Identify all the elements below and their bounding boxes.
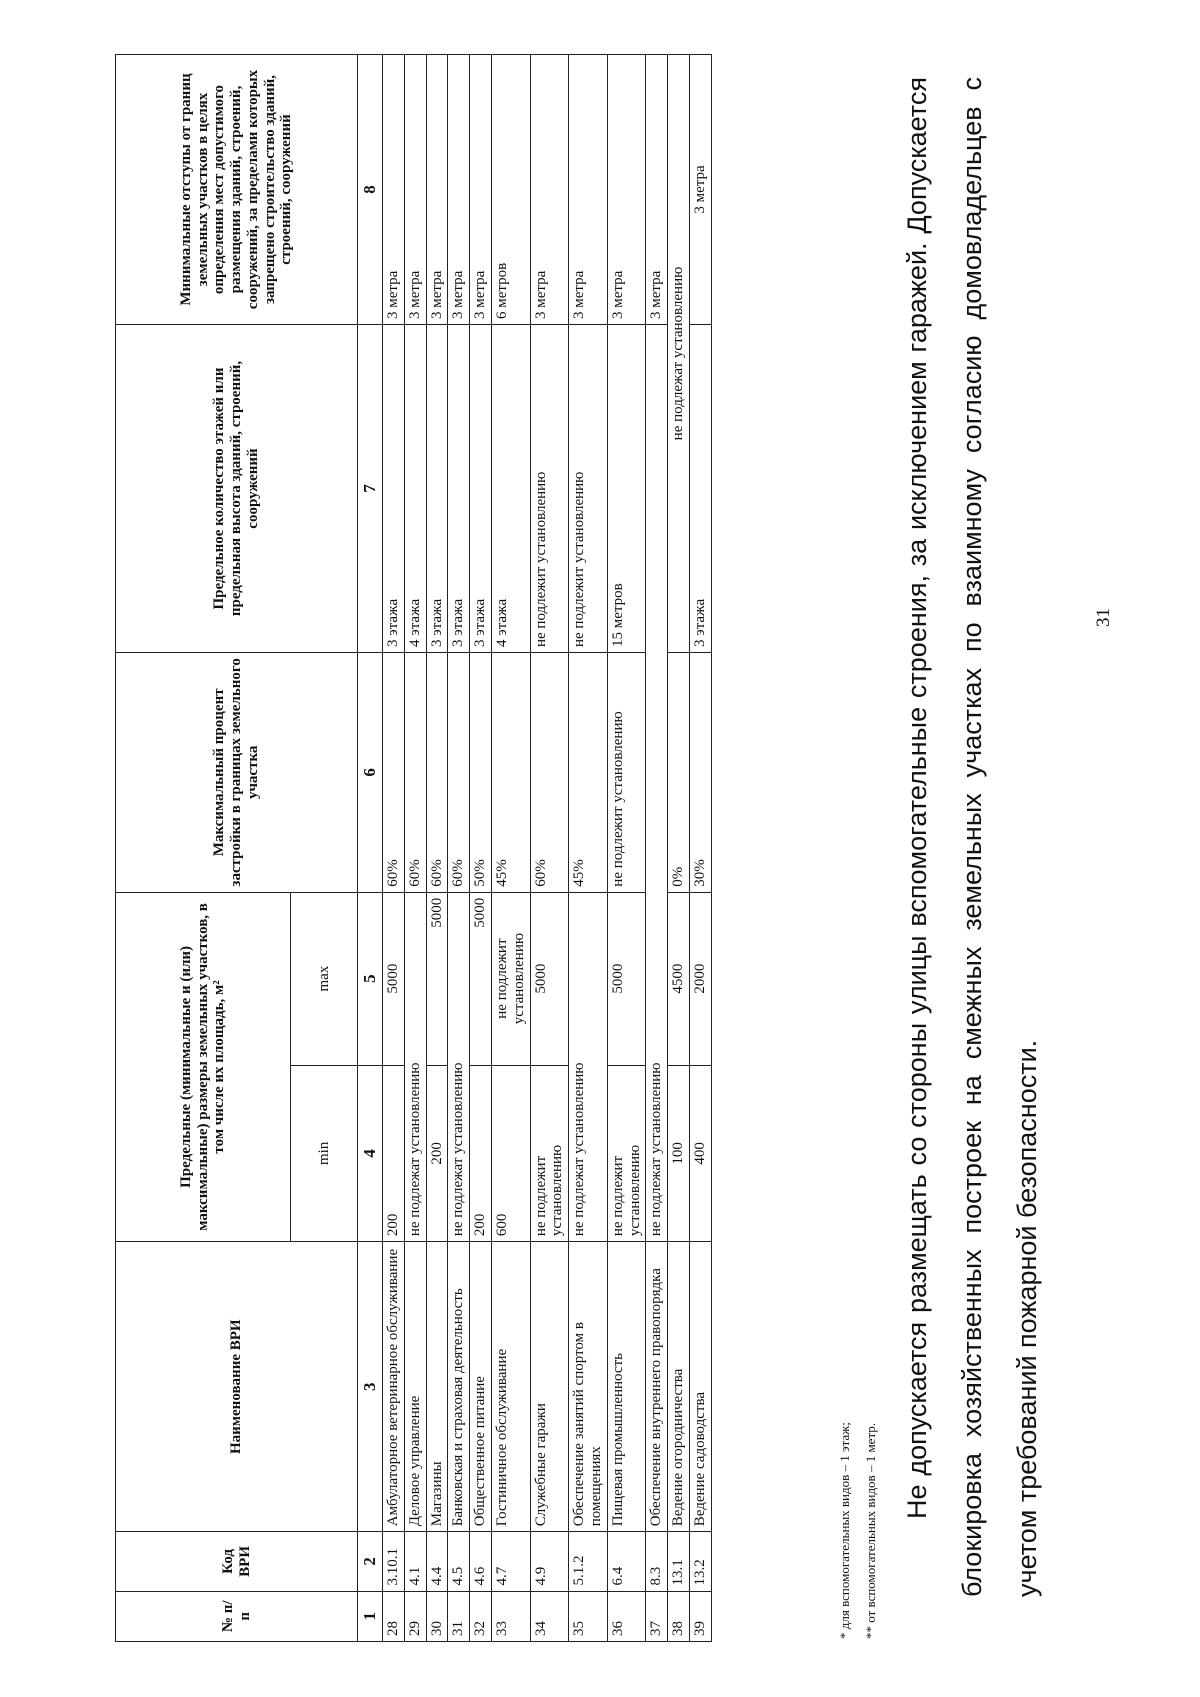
row-floors: 4 этажа bbox=[491, 325, 530, 653]
row-min: 200 bbox=[383, 1065, 405, 1242]
table-row bbox=[491, 55, 530, 1642]
row-min: 200 bbox=[426, 1065, 448, 1242]
col-number: 4 bbox=[358, 1065, 383, 1242]
row-min: 600 bbox=[491, 1065, 530, 1242]
footnote: * для вспомогательных видов – 1 этаж; bbox=[837, 1422, 852, 1639]
header-percent: Максимальный процент застройки в границах земельного участка bbox=[116, 653, 358, 893]
row-num: 36 bbox=[607, 1591, 646, 1641]
row-min: 400 bbox=[689, 1065, 711, 1242]
body-paragraph bbox=[890, 77, 1055, 1597]
row-code: 3.10.1 bbox=[383, 1532, 405, 1591]
row-name: Банковская и страховая деятельность bbox=[448, 1242, 470, 1532]
col-number: 7 bbox=[358, 325, 383, 653]
table-header-row bbox=[116, 55, 291, 1642]
row-num: 39 bbox=[689, 1591, 711, 1641]
regulations-table bbox=[115, 54, 712, 1642]
table-row bbox=[607, 55, 646, 1642]
row-num: 32 bbox=[470, 1591, 492, 1641]
row-name: Ведение садоводства bbox=[689, 1242, 711, 1532]
row-setback: 6 метров bbox=[491, 55, 530, 325]
header-code: Код ВРИ bbox=[116, 1532, 358, 1591]
row-percent: 60% bbox=[530, 653, 569, 893]
header-setback: Минимальные отступы от границ земельных участков в целях определения мест допустимого размещения зданий, строений, сооружений, за пределами которых запрещено строительство зданий, строений, сооружений bbox=[116, 55, 358, 325]
row-setback: 3 метра bbox=[569, 55, 608, 325]
row-num: 31 bbox=[448, 1591, 470, 1641]
row-percent: 60% bbox=[426, 653, 448, 893]
row-percent: 60% bbox=[448, 653, 470, 893]
table-row bbox=[646, 55, 668, 1642]
row-floors: 15 метров bbox=[607, 325, 646, 653]
row-code: 5.1.2 bbox=[569, 1532, 608, 1591]
row-code: 4.7 bbox=[491, 1532, 530, 1591]
col-number: 2 bbox=[358, 1532, 383, 1591]
table-row bbox=[668, 55, 690, 1642]
row-min-to-floors: не подлежат установлению bbox=[646, 325, 668, 1242]
row-max: 4500 bbox=[668, 892, 690, 1065]
row-num: 35 bbox=[569, 1591, 608, 1641]
row-min: не подлежит установлению bbox=[530, 1065, 569, 1242]
row-floors: 3 этажа bbox=[689, 325, 711, 653]
row-num: 30 bbox=[426, 1591, 448, 1641]
row-name: Служебные гаражи bbox=[530, 1242, 569, 1532]
table-row bbox=[448, 55, 470, 1642]
row-name: Ведение огородничества bbox=[668, 1242, 690, 1532]
header-size: Предельные (минимальные и (или) максимальные) размеры земельных участков, в том числе их площадь, м² bbox=[116, 892, 291, 1241]
row-floors: 3 этажа bbox=[426, 325, 448, 653]
row-percent: 60% bbox=[383, 653, 405, 893]
row-code: 13.2 bbox=[689, 1532, 711, 1591]
row-setback: 3 метра bbox=[689, 55, 711, 325]
row-percent: 30% bbox=[689, 653, 711, 893]
row-code: 4.6 bbox=[470, 1532, 492, 1591]
row-name: Магазины bbox=[426, 1242, 448, 1532]
row-num: 29 bbox=[404, 1591, 426, 1641]
row-code: 4.4 bbox=[426, 1532, 448, 1591]
row-setback: 3 метра bbox=[426, 55, 448, 325]
row-code: 4.5 bbox=[448, 1532, 470, 1591]
column-number-row bbox=[358, 55, 383, 1642]
row-minmax: не подлежат установлению bbox=[569, 892, 608, 1241]
col-number: 6 bbox=[358, 653, 383, 893]
row-name: Обеспечение занятий спортом в помещениях bbox=[569, 1242, 608, 1532]
row-num: 33 bbox=[491, 1591, 530, 1641]
table-row bbox=[383, 55, 405, 1642]
row-code: 8.3 bbox=[646, 1532, 668, 1591]
row-max: 5000 bbox=[426, 892, 448, 1065]
row-percent: 45% bbox=[569, 653, 608, 893]
footnote: ** от вспомогательных видов – 1 метр. bbox=[863, 1422, 878, 1639]
row-minmax: не подлежат установлению bbox=[404, 892, 426, 1241]
row-num: 34 bbox=[530, 1591, 569, 1641]
row-code: 4.1 bbox=[404, 1532, 426, 1591]
col-number: 5 bbox=[358, 892, 383, 1065]
table-row bbox=[404, 55, 426, 1642]
footnotes bbox=[832, 1422, 884, 1639]
row-percent: 50% bbox=[470, 653, 492, 893]
table-row bbox=[426, 55, 448, 1642]
row-setback: 3 метра bbox=[470, 55, 492, 325]
row-num: 28 bbox=[383, 1591, 405, 1641]
row-name: Пищевая промышленность bbox=[607, 1242, 646, 1532]
row-percent: 60% bbox=[404, 653, 426, 893]
header-max: max bbox=[291, 892, 358, 1065]
row-floors-setback: не подлежат установлению bbox=[668, 55, 690, 653]
row-num: 37 bbox=[646, 1591, 668, 1641]
row-setback: 3 метра bbox=[404, 55, 426, 325]
col-number: 3 bbox=[358, 1242, 383, 1532]
row-num: 38 bbox=[668, 1591, 690, 1641]
row-min: 200 bbox=[470, 1065, 492, 1242]
header-num: № п/п bbox=[116, 1591, 358, 1641]
row-name: Обеспечение внутреннего правопорядка bbox=[646, 1242, 668, 1532]
row-floors: 3 этажа bbox=[470, 325, 492, 653]
row-name: Гостиничное обслуживание bbox=[491, 1242, 530, 1532]
header-floors: Предельное количество этажей или предельная высота зданий, строений, сооружений bbox=[116, 325, 358, 653]
row-code: 4.9 bbox=[530, 1532, 569, 1591]
table-row bbox=[569, 55, 608, 1642]
row-max: 5000 bbox=[530, 892, 569, 1065]
row-name: Амбулаторное ветеринарное обслуживание bbox=[383, 1242, 405, 1532]
row-percent: 0% bbox=[668, 653, 690, 893]
row-name: Деловое управление bbox=[404, 1242, 426, 1532]
page-number: 31 bbox=[1093, 608, 1114, 627]
row-floors: 4 этажа bbox=[404, 325, 426, 653]
row-setback: 3 метра bbox=[607, 55, 646, 325]
row-setback: 3 метра bbox=[646, 55, 668, 325]
row-code: 13.1 bbox=[668, 1532, 690, 1591]
row-max: 5000 bbox=[607, 892, 646, 1065]
row-code: 6.4 bbox=[607, 1532, 646, 1591]
table-row bbox=[470, 55, 492, 1642]
row-min: 100 bbox=[668, 1065, 690, 1242]
row-floors: 3 этажа bbox=[448, 325, 470, 653]
row-name: Общественное питание bbox=[470, 1242, 492, 1532]
row-max: 5000 bbox=[470, 892, 492, 1065]
table-row bbox=[689, 55, 711, 1642]
row-setback: 3 метра bbox=[530, 55, 569, 325]
paragraph-text: Не допускается размещать со стороны улицы вспомогательные строения, за исключением гаражей. Допускается блокировка хозяйственных построек на смежных земельных участках по взаимному согласию домовладельцев с учетом требований пожарной безопасности. bbox=[902, 77, 1042, 1597]
row-minmax: не подлежат установлению bbox=[448, 892, 470, 1241]
header-min: min bbox=[291, 1065, 358, 1242]
row-max: 2000 bbox=[689, 892, 711, 1065]
row-max: не подлежит установлению bbox=[491, 892, 530, 1065]
row-max: 5000 bbox=[383, 892, 405, 1065]
col-number: 8 bbox=[358, 55, 383, 325]
row-setback: 3 метра bbox=[448, 55, 470, 325]
table-row bbox=[530, 55, 569, 1642]
header-name: Наименование ВРИ bbox=[116, 1242, 358, 1532]
row-setback: 3 метра bbox=[383, 55, 405, 325]
row-floors: не подлежит установлению bbox=[569, 325, 608, 653]
row-floors: 3 этажа bbox=[383, 325, 405, 653]
row-min: не подлежит установлению bbox=[607, 1065, 646, 1242]
row-percent: не подлежит установлению bbox=[607, 653, 646, 893]
row-floors: не подлежит установлению bbox=[530, 325, 569, 653]
row-percent: 45% bbox=[491, 653, 530, 893]
col-number: 1 bbox=[358, 1591, 383, 1641]
